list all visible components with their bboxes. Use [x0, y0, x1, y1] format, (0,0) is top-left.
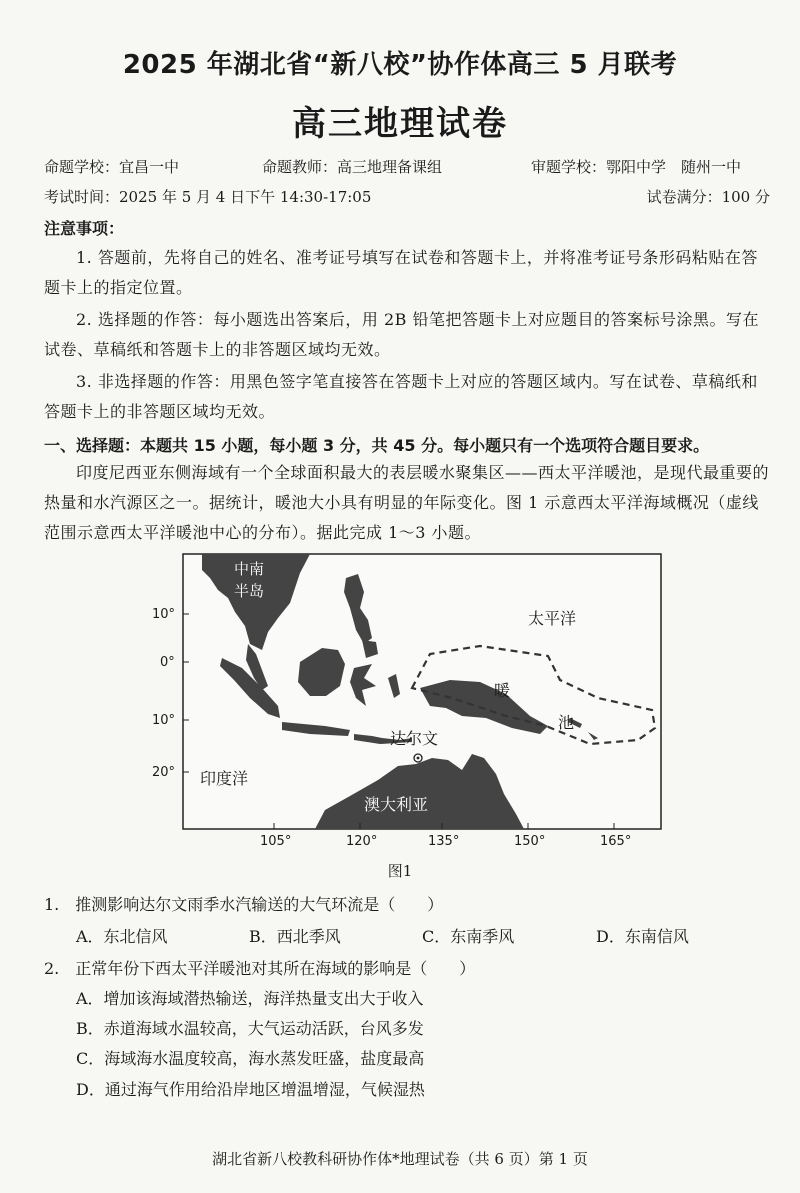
meta-school: 命题学校：宜昌一中 [44, 158, 180, 176]
q2-option-d: D．通过海气作用给沿岸地区增温增湿，气候湿热 [76, 1080, 425, 1099]
label-pool: 池 [558, 713, 575, 732]
lat-tick: 10° [152, 607, 176, 622]
lon-tick: 120° [346, 834, 378, 848]
notice-item-2: 2. 选择题的作答：每小题选出答案后，用 2B 铅笔把答题卡上对应题目的答案标号涂黑。写在试卷、草稿纸和答题卡上的非答题区域均无效。 [44, 310, 759, 359]
intro-paragraph: 印度尼西亚东侧海域有一个全球面积最大的表层暖水聚集区——西太平洋暖池，是现代最重要的热量和水汽源区之一。据统计，暖池大小具有明显的年际变化。图 1 示意西太平洋海域概况（虚线范围示意西太平洋暖池中心的分布）。据此完成 1～3 小题。 [44, 463, 770, 542]
meta-score: 试卷满分：100 分 [646, 188, 770, 206]
q1-option-c: C．东南季风 [422, 927, 515, 946]
q2-option-a: A．增加该海域潜热输送，海洋热量支出大于收入 [76, 989, 424, 1008]
map-figure [150, 548, 670, 848]
figure-caption: 图1 [387, 862, 413, 880]
question-1-stem: 1. 推测影响达尔文雨季水汽输送的大气环流是（ ） [44, 895, 444, 914]
lon-tick: 165° [600, 834, 632, 848]
meta-reviewer: 审题学校：鄂阳中学 随州一中 [531, 158, 742, 176]
label-pacific: 太平洋 [528, 609, 577, 628]
q1-option-a: A．东北信风 [76, 927, 168, 946]
lat-tick: 10° [152, 713, 176, 728]
q2-option-c: C．海域海水温度较高，海水蒸发旺盛，盐度最高 [76, 1049, 425, 1068]
lat-tick: 0° [160, 655, 175, 670]
label-australia: 澳大利亚 [364, 795, 429, 814]
lon-tick: 135° [428, 834, 460, 848]
lat-tick: 20° [152, 765, 176, 780]
label-indian-ocean: 印度洋 [200, 769, 249, 788]
meta-teacher: 命题教师：高三地理备课组 [262, 158, 443, 176]
notice-heading: 注意事项： [44, 219, 125, 238]
q2-option-b: B．赤道海域水温较高，大气运动活跃，台风多发 [76, 1019, 424, 1038]
meta-time: 考试时间：2025 年 5 月 4 日下午 14:30-17:05 [44, 188, 372, 206]
exam-title: 2025 年湖北省“新八校”协作体高三 5 月联考 [122, 50, 678, 80]
question-2-stem: 2. 正常年份下西太平洋暖池对其所在海域的影响是（ ） [44, 959, 476, 978]
section-heading: 一、选择题：本题共 15 小题，每小题 3 分，共 45 分。每小题只有一个选项符合题目要求。 [44, 436, 710, 455]
lon-tick: 150° [514, 834, 546, 848]
label-warm: 暖 [494, 681, 511, 700]
notice-item-3: 3. 非选择题的作答：用黑色签字笔直接答在答题卡上对应的答题区域内。写在试卷、草稿纸和答题卡上的非答题区域均无效。 [44, 372, 758, 421]
label-indochina-2: 半岛 [234, 582, 265, 600]
q1-option-d: D．东南信风 [596, 927, 689, 946]
lon-tick: 105° [260, 834, 292, 848]
label-indochina-1: 中南 [234, 560, 265, 578]
q1-option-b: B．西北季风 [249, 927, 341, 946]
page-footer: 湖北省新八校教科研协作体*地理试卷（共 6 页）第 1 页 [212, 1150, 588, 1168]
notice-item-1: 1. 答题前，先将自己的姓名、准考证号填写在试卷和答题卡上，并将准考证号条形码粘贴在答题卡上的指定位置。 [44, 248, 758, 297]
paper-title: 高三地理试卷 [292, 104, 508, 144]
label-darwin: 达尔文 [390, 729, 439, 748]
